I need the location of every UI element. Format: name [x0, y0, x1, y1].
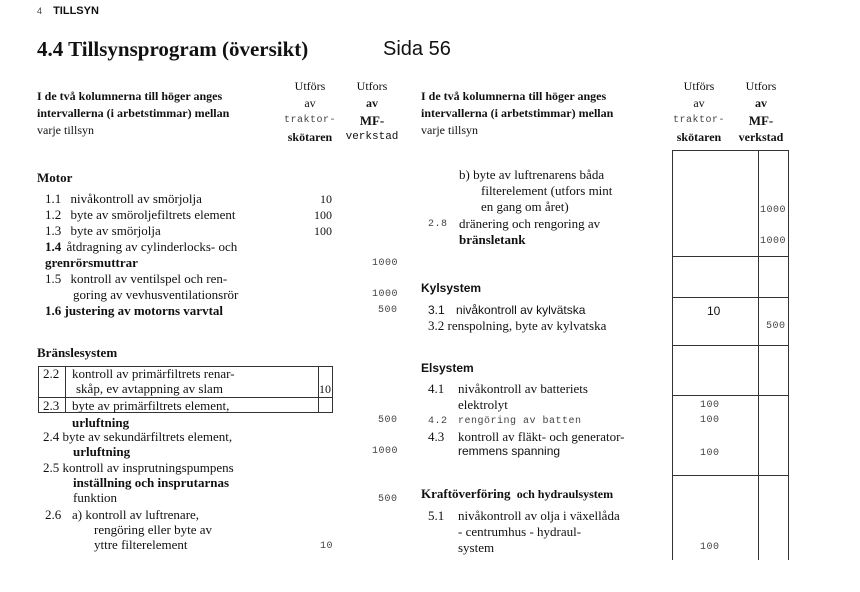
intro-line: I de två kolumnerna till höger anges: [37, 89, 223, 103]
item-text: urluftning: [72, 415, 130, 430]
col-header-line: skötaren: [676, 130, 722, 144]
item-text: b) byte av luftrenarens båda: [459, 167, 605, 182]
item-4-1: [458, 381, 588, 413]
item-text: nivåkontroll av kylvätska: [456, 303, 586, 317]
item-text: åtdragning av cylinderlocks- och: [66, 239, 238, 254]
value-operator: 100: [314, 208, 332, 222]
item-2-4: [43, 429, 232, 459]
value-operator: 100: [700, 542, 720, 553]
item-number: 2.2: [43, 366, 60, 381]
col-header-line: MF-: [359, 113, 385, 128]
col-header-line: verkstad: [345, 131, 399, 143]
value-operator: 10: [320, 541, 334, 552]
item-1-1: [45, 191, 202, 207]
intro-line: varje tillsyn: [37, 123, 94, 137]
heading-bold: Kraftöverföring: [421, 486, 511, 501]
item-text: kontroll av ventilspel och ren-: [70, 271, 228, 286]
item-text: byte av smöroljefiltrets element: [70, 207, 236, 222]
grid-row-line: [672, 345, 789, 346]
item-number: 1.3: [45, 223, 62, 238]
item-number: 4.2: [428, 416, 448, 427]
col-header-line: Utförs: [294, 79, 326, 93]
item-2-8: [459, 216, 600, 248]
value-workshop: 1000: [760, 205, 787, 216]
grid-row-line: [672, 475, 789, 476]
page-label: Sida 56: [383, 38, 451, 60]
value-workshop: 1000: [760, 236, 787, 247]
item-1-6: 1.6 justering av motorns varvtal: [45, 303, 224, 318]
col-header-line: traktor-: [283, 115, 336, 126]
col-header-operator-left: [282, 78, 338, 146]
item-number: 2.3: [43, 398, 60, 413]
item-number: 1.1: [45, 191, 62, 206]
item-text: nivåkontroll av olja i växellåda: [458, 508, 620, 523]
item-4-3: [458, 429, 625, 459]
item-text: nivåkontroll av smörjolja: [70, 191, 202, 206]
col-header-line: Utfors: [356, 79, 388, 93]
value-workshop: 500: [766, 321, 786, 332]
item-text: inställning och insprutarnas: [73, 475, 230, 490]
value-operator: 100: [314, 224, 332, 238]
intro-left: [37, 88, 229, 139]
col-header-line: traktor-: [672, 115, 725, 126]
item-1-4: [45, 239, 237, 271]
intro-line: intervallerna (i arbetstimmar) mellan: [421, 106, 614, 120]
item-text: rengöring eller byte av: [94, 522, 213, 537]
item-text: remmens spanning: [458, 444, 561, 458]
item-text: byte av primärfiltrets element,: [72, 398, 230, 413]
item-number: 2.8: [428, 219, 448, 230]
value-operator: 10: [320, 192, 332, 206]
grid-row-line: [672, 297, 789, 298]
item-1-5: [45, 271, 238, 303]
item-text: nivåkontroll av batteriets: [458, 381, 588, 396]
item-number: 3.1: [428, 303, 445, 317]
value-workshop: 500: [378, 305, 398, 316]
item-number: 1.2: [45, 207, 62, 222]
col-header-workshop-right: [734, 78, 788, 146]
col-header-line: av: [693, 96, 705, 110]
col-header-workshop-left: [344, 78, 400, 146]
page-header: [37, 5, 99, 17]
grid-row-line: [672, 395, 789, 396]
section-electrical: Elsystem: [421, 361, 474, 375]
item-2-6: [72, 507, 212, 552]
item-4-2: [428, 416, 582, 427]
col-header-line: av: [304, 96, 316, 110]
item-text: kontroll av primärfiltrets renar-: [72, 366, 235, 381]
item-text: grenrörsmuttrar: [45, 255, 138, 270]
item-text: filterelement (utfors mint: [481, 183, 613, 198]
value-operator: 10: [319, 382, 331, 396]
item-text: bränsletank: [459, 232, 526, 247]
grid-row-line: [672, 256, 789, 257]
item-2-6-b: [459, 167, 612, 215]
item-text: goring av vevhusventilationsrör: [73, 287, 239, 302]
section-fuel: Bränslesystem: [37, 345, 118, 360]
intro-line: I de två kolumnerna till höger anges: [421, 89, 607, 103]
item-text: a) kontroll av luftrenare,: [72, 507, 200, 522]
item-text: byte av smörjolja: [70, 223, 161, 238]
intro-line: varje tillsyn: [421, 123, 478, 137]
item-2-5: [43, 460, 234, 505]
item-text: skåp, ev avtappning av slam: [76, 381, 223, 396]
col-header-line: av: [755, 96, 767, 110]
col-header-line: MF-: [748, 113, 774, 128]
item-text: urluftning: [73, 444, 131, 459]
value-workshop: 1000: [372, 446, 399, 457]
grid-divider: [758, 150, 759, 560]
item-text: 2.4 byte av sekundärfiltrets element,: [43, 429, 233, 444]
value-workshop: 500: [378, 494, 398, 505]
item-number: 1.4: [45, 239, 62, 254]
value-operator: 100: [700, 400, 720, 411]
value-operator: 100: [700, 448, 720, 459]
item-1-2: [45, 207, 235, 223]
col-header-line: Utfors: [745, 79, 777, 93]
item-number: 2.6: [45, 507, 62, 522]
col-header-line: skötaren: [287, 130, 333, 144]
item-1-3: [45, 223, 161, 239]
col-header-line: av: [366, 96, 378, 110]
heading-rest: och hydraulsystem: [516, 487, 614, 501]
value-operator: 10: [707, 304, 721, 318]
item-number: 5.1: [428, 508, 445, 523]
value-workshop: 1000: [372, 258, 399, 269]
value-operator: 100: [700, 415, 720, 426]
intro-right: [421, 88, 613, 139]
col-header-operator-right: [670, 78, 728, 146]
section-name: TILLSYN: [53, 5, 99, 17]
page-number: 4: [37, 6, 43, 16]
section-cooling: Kylsystem: [421, 281, 482, 295]
item-text: dränering och rengoring av: [459, 216, 601, 231]
value-workshop: 500: [378, 415, 398, 426]
item-3-1: [428, 303, 585, 317]
section-motor: Motor: [37, 170, 73, 185]
item-text: yttre filterelement: [94, 537, 188, 552]
item-2-3: [72, 398, 229, 430]
item-text: funktion: [73, 490, 118, 505]
col-header-line: Utförs: [683, 79, 715, 93]
item-text: elektrolyt: [458, 397, 508, 412]
item-text: rengöring av batten: [458, 416, 582, 427]
intro-line: intervallerna (i arbetstimmar) mellan: [37, 106, 230, 120]
value-workshop: 1000: [372, 289, 399, 300]
item-number: 4.3: [428, 429, 445, 444]
section-pto-hydraulics: [421, 486, 613, 502]
item-5-1: [458, 508, 620, 556]
boxed-col-line: [65, 366, 66, 413]
item-text: kontroll av fläkt- och generator-: [458, 429, 625, 444]
item-text: system: [458, 540, 495, 555]
item-number: 4.1: [428, 381, 445, 396]
item-number: 1.5: [45, 271, 62, 286]
item-text: en gang om året): [481, 199, 569, 214]
page-title: 4.4 Tillsynsprogram (översikt): [37, 37, 309, 61]
item-3-2: 3.2 renspolning, byte av kylvatska: [428, 318, 607, 333]
item-text: 2.5 kontroll av insprutningspumpens: [43, 460, 234, 475]
item-2-2: [72, 366, 235, 396]
col-header-line: verkstad: [738, 130, 784, 144]
item-text: - centrumhus - hydraul-: [458, 524, 582, 539]
